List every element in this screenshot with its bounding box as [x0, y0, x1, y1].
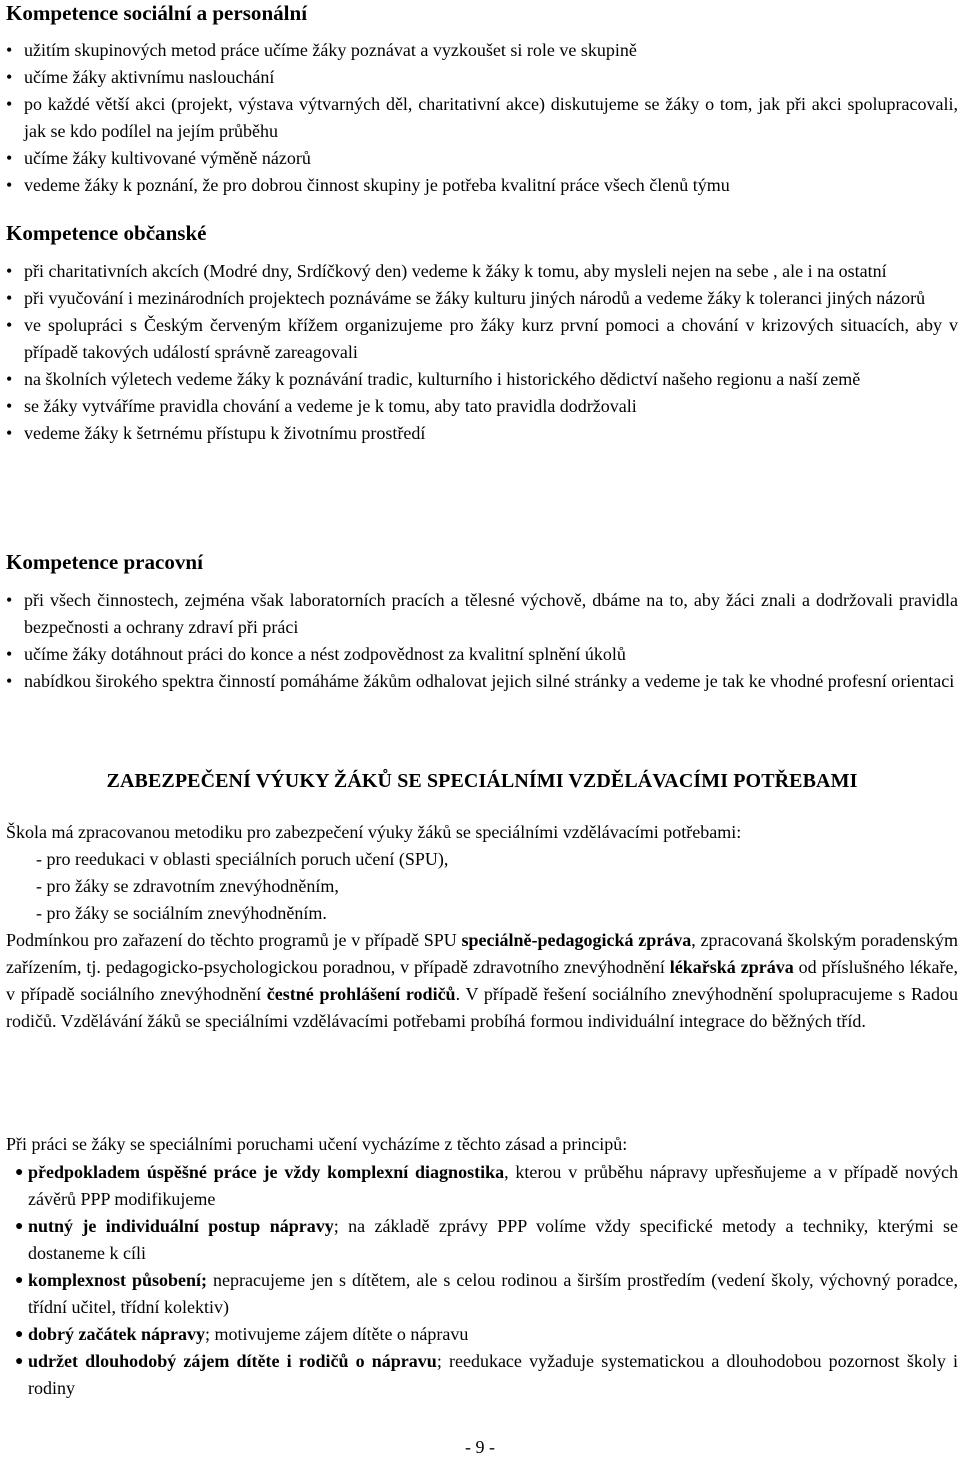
dash-item: - pro žáky se zdravotním znevýhodněním, — [36, 876, 339, 896]
bullet-list-civic — [6, 258, 958, 447]
list-item — [20, 1267, 958, 1321]
list-item — [20, 1159, 958, 1213]
list-item: • užitím skupinových metod práce učíme žáky poznávat a vyzkoušet si role ve skupině — [6, 37, 958, 64]
bullet-list-principles — [20, 1159, 958, 1402]
text-run: Podmínkou pro zařazení do těchto programů je v případě SPU — [6, 930, 462, 950]
text-run: ; na základě zprávy PPP volíme vždy specifické metody a techniky, kterými se dostaneme k cíli — [28, 1216, 958, 1263]
principles-intro: Při práci se žáky se speciálními poruchami učení vycházíme z těchto zásad a principů: — [6, 1134, 628, 1154]
list-item: • po každé větší akci (projekt, výstava výtvarných děl, charitativní akce) diskutujeme se žáky o tom, jak při akci spolupracovali, jak se kdo podílel na jejím průběhu — [6, 91, 958, 145]
list-item: • nabídkou širokého spektra činností pomáháme žákům odhalovat jejich silné stránky a vedeme je tak ke vhodné profesní orientaci — [6, 668, 958, 695]
text-run: od příslušného lékaře, v případě sociálního znevýhodnění — [6, 957, 958, 1004]
list-item: • učíme žáky aktivnímu naslouchání — [6, 64, 958, 91]
bullet-list-work — [6, 587, 958, 695]
bold-text-run: udržet dlouhodobý zájem dítěte i rodičů o nápravu — [28, 1351, 437, 1371]
conditions-paragraph — [6, 927, 958, 1035]
bold-text-run: čestné prohlášení rodičů — [266, 984, 456, 1004]
list-item: • při všech činnostech, zejména však laboratorních pracích a tělesné výchově, dbáme na to, aby žáci znali a dodržovali pravidla bezpečnosti a ochrany zdraví při práci — [6, 587, 958, 641]
list-item — [20, 1348, 958, 1402]
bold-text-run: nutný je individuální postup nápravy — [28, 1216, 334, 1236]
text-run: ; reedukace vyžaduje systematickou a dlouhodobou pozornost školy i rodiny — [28, 1351, 958, 1398]
list-item — [20, 1321, 958, 1348]
list-item: • ve spolupráci s Českým červeným křížem organizujeme pro žáky kurz první pomoci a chování v krizových situacích, aby v případě takových událostí správně zareagovali — [6, 312, 958, 366]
text-run: , kterou v průběhu nápravy upřesňujeme a v případě nových závěrů PPP modifikujeme — [28, 1162, 958, 1209]
list-item: • při charitativních akcích (Modré dny, Srdíčkový den) vedeme k žáky k tomu, aby mysleli nejen na sebe , ale i na ostatní — [6, 258, 958, 285]
list-item: • vedeme žáky k poznání, že pro dobrou činnost skupiny je potřeba kvalitní práce všech členů týmu — [6, 172, 958, 199]
list-item: • na školních výletech vedeme žáky k poznávání tradic, kulturního i historického dědictví našeho regionu a naší země — [6, 366, 958, 393]
section-heading-social: Kompetence sociální a personální — [6, 1, 308, 25]
dash-item: - pro reedukaci v oblasti speciálních poruch učení (SPU), — [36, 849, 449, 869]
dash-item: - pro žáky se sociálním znevýhodněním. — [36, 903, 327, 923]
bold-text-run: dobrý začátek nápravy — [28, 1324, 205, 1344]
text-run: nepracujeme jen s dítětem, ale s celou rodinou a širším prostředím (vedení školy, výchovný poradce, třídní učitel, třídní kolektiv) — [28, 1270, 958, 1317]
bold-text-run: speciálně-pedagogická zpráva — [461, 930, 692, 950]
bullet-list-social — [6, 37, 958, 199]
text-run: , zpracovaná školským poradenským zařízením, tj. pedagogicko-psychologickou poradnou, v případě zdravotního znevýhodnění — [6, 930, 958, 977]
section-title-special-needs: ZABEZPEČENÍ VÝUKY ŽÁKŮ SE SPECIÁLNÍMI VZDĚLÁVACÍMI POTŘEBAMI — [106, 770, 858, 792]
list-item: • vedeme žáky k šetrnému přístupu k životnímu prostředí — [6, 420, 958, 447]
bold-text-run: lékařská zpráva — [669, 957, 794, 977]
list-item: • při vyučování i mezinárodních projektech poznáváme se žáky kulturu jiných národů a vedeme žáky k toleranci jiných názorů — [6, 285, 958, 312]
page-number: - 9 - — [465, 1437, 495, 1457]
bold-text-run: předpokladem úspěšné práce je vždy komplexní diagnostika — [28, 1162, 505, 1182]
section-heading-work: Kompetence pracovní — [6, 550, 203, 574]
list-item — [20, 1213, 958, 1267]
intro-paragraph: Škola má zpracovanou metodiku pro zabezpečení výuky žáků se speciálními vzdělávacími potřebami: — [6, 822, 742, 842]
text-run: . V případě řešení sociálního znevýhodnění spolupracujeme s Radou rodičů. Vzdělávání žáků se speciálními vzdělávacími potřebami probíhá formou individuální integrace do běžných tříd. — [6, 984, 958, 1031]
bold-text-run: komplexnost působení; — [28, 1270, 208, 1290]
list-item: • se žáky vytváříme pravidla chování a vedeme je k tomu, aby tato pravidla dodržovali — [6, 393, 958, 420]
section-heading-civic: Kompetence občanské — [6, 221, 207, 245]
text-run: ; motivujeme zájem dítěte o nápravu — [205, 1324, 469, 1344]
list-item: • učíme žáky kultivované výměně názorů — [6, 145, 958, 172]
dash-list — [36, 846, 448, 927]
list-item: • učíme žáky dotáhnout práci do konce a nést zodpovědnost za kvalitní splnění úkolů — [6, 641, 958, 668]
